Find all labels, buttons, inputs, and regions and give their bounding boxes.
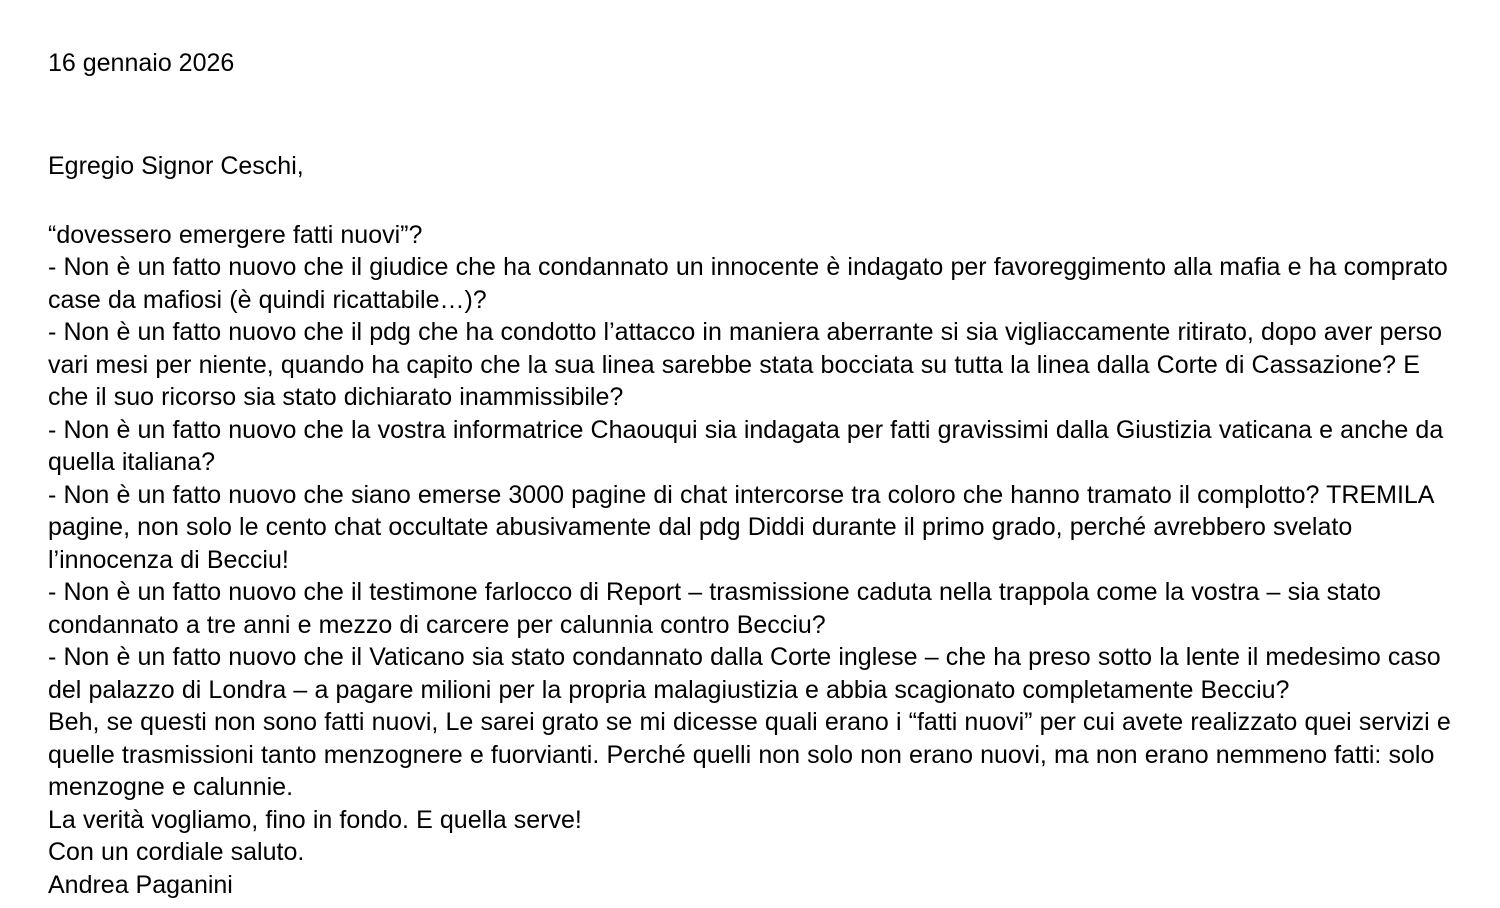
letter-paragraph: Con un cordiale saluto. [48,838,305,866]
letter-paragraph: La verità vogliamo, fino in fondo. E quella serve! [48,805,582,834]
letter-date: 16 gennaio 2026 [48,49,235,77]
letter-signature: Andrea Paganini [48,870,233,899]
letter-paragraph: “dovessero emergere fatti nuovi”? [48,220,423,249]
letter-paragraph: - Non è un fatto nuovo che siano emerse 3000 pagine di chat intercorse tra coloro che hanno tramato il complotto? TREMILA pagine, non solo le cento chat occultate abusivamente dal pdg Diddi durante il primo grado, perché avrebbero svelato l’innocenza di Becciu! [48,480,1434,574]
letter-paragraph: Beh, se questi non sono fatti nuovi, Le sarei grato se mi dicesse quali erano i “fatti nuovi” per cui avete realizzato quei servizi e quelle trasmissioni tanto menzognere e fuorvianti. Perché quelli non solo non erano nuovi, ma non erano nemmeno fatti: solo menzogne e calunnie. [48,708,1451,801]
letter-paragraph: - Non è un fatto nuovo che il testimone farlocco di Report – trasmissione caduta nella trappola come la vostra – sia stato condannato a tre anni e mezzo di carcere per calunnia contro Becciu? [48,578,1381,639]
letter-paragraph: - Non è un fatto nuovo che il giudice che ha condannato un innocente è indagato per favoreggimento alla mafia e ha comprato case da mafiosi (è quindi ricattabile…)? [48,253,1448,314]
letter-paragraph: - Non è un fatto nuovo che la vostra informatrice Chaouqui sia indagata per fatti gravissimi dalla Giustizia vaticana e anche da quella italiana? [48,415,1444,476]
letter-paragraph: - Non è un fatto nuovo che il Vaticano sia stato condannato dalla Corte inglese – che ha preso sotto la lente il medesimo caso del palazzo di Londra – a pagare milioni per la propria malagiustizia e abbia scagionato completamente Becciu? [48,643,1441,704]
letter-body [48,219,1452,902]
letter-salutation: Egregio Signor Ceschi, [48,152,304,181]
letter-paragraph: - Non è un fatto nuovo che il pdg che ha condotto l’attacco in maniera aberrante si sia vigliaccamente ritirato, dopo aver perso vari mesi per niente, quando ha capito che la sua linea sarebbe stata bocciata su tutta la linea dalla Corte di Cassazione? E che il suo ricorso sia stato dichiarato inammissibile? [48,318,1443,411]
